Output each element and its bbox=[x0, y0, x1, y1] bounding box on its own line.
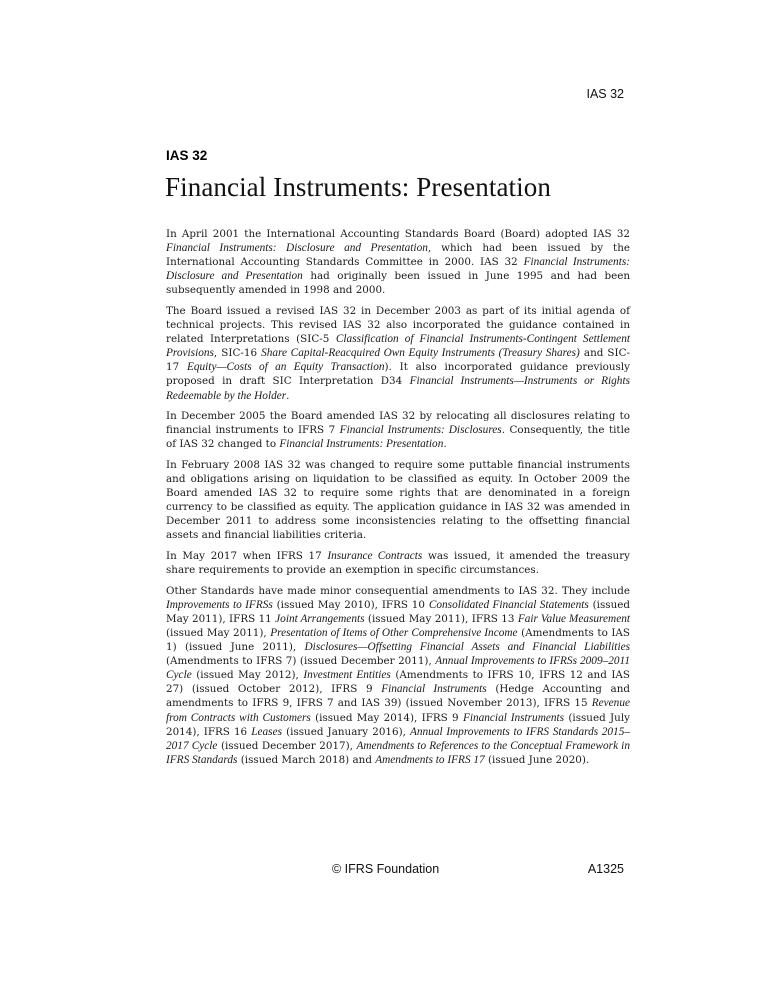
paragraph-amendments-2008-2011: In February 2008 IAS 32 was changed to require some puttable financial instruments and obligations arising on liquidation to be classified as equity. In October 2009 the Board amended IAS 32 to require some rights that are denominated in a foreign currency to be classified as equity. The application guidance in IAS 32 was amended in December 2011 to address some inconsistencies relating to the offsetting financial assets and financial liabilities criteria. bbox=[166, 458, 630, 542]
cited-title: Investment Entities bbox=[303, 669, 391, 682]
running-head: IAS 32 bbox=[586, 87, 624, 101]
cited-title: Amendments to IFRS 17 bbox=[375, 753, 485, 766]
cited-title: Disclosures—Offsetting Financial Assets and Financial Liabilities bbox=[304, 641, 630, 654]
paragraph-ifrs17-2017: In May 2017 when IFRS 17 Insurance Contracts was issued, it amended the treasury share requirements to provide an exemption in specific circumstances. bbox=[166, 549, 630, 577]
paragraph-revision-2003: The Board issued a revised IAS 32 in December 2003 as part of its initial agenda of technical projects. This revised IAS 32 also incorporated the guidance contained in related Interpretations (SIC-5 Classification of Financial Instruments-Contingent Settlement Provisions, SIC-16 Share Capital-Reacquired Own Equity Instruments (Treasury Shares) and SIC-17 Equity—Costs of an Equity Transaction). It also incorporated guidance previously proposed in draft SIC Interpretation D34 Financial Instruments—Instruments or Rights Redeemable by the Holder. bbox=[166, 304, 631, 402]
cited-title: Equity—Costs of an Equity Transaction bbox=[186, 361, 385, 374]
cited-title: Financial Instruments: Disclosure and Presentation bbox=[166, 256, 631, 283]
cited-title: Share Capital-Reacquired Own Equity Instruments (Treasury Shares) bbox=[261, 347, 580, 360]
cited-title: Amendments to References to the Conceptual Framework in IFRS Standards bbox=[166, 739, 630, 766]
cited-title: Financial Instruments: Disclosures bbox=[339, 424, 502, 437]
cited-title: Annual Improvements to IFRSs 2009–2011 Cycle bbox=[166, 655, 630, 682]
cited-title: Improvements to IFRSs bbox=[166, 598, 273, 611]
cited-title: Presentation of Items of Other Comprehensive Income bbox=[270, 626, 518, 639]
cited-title: Fair Value Measurement bbox=[517, 612, 630, 625]
standard-label: IAS 32 bbox=[166, 148, 208, 163]
page-title: Financial Instruments: Presentation bbox=[165, 172, 551, 202]
paragraph-amendment-2005: In December 2005 the Board amended IAS 32 by relocating all disclosures relating to financial instruments to IFRS 7 Financial Instruments: Disclosures. Consequently, the title of IAS 32 changed to Financial Instruments: Presentation. bbox=[166, 410, 631, 451]
cited-title: Consolidated Financial Statements bbox=[428, 598, 589, 611]
cited-title: Financial Instruments bbox=[381, 683, 487, 696]
cited-title: Annual Improvements to IFRS Standards 2015–2017 Cycle bbox=[166, 725, 630, 752]
cited-title: Insurance Contracts bbox=[327, 549, 423, 562]
cited-title: Joint Arrangements bbox=[275, 612, 365, 625]
cited-title: Financial Instruments bbox=[462, 711, 565, 724]
cited-title: Classification of Financial Instruments-Contingent Settlement Provisions bbox=[166, 333, 630, 360]
cited-title: Financial Instruments: Disclosure and Presentation bbox=[166, 242, 428, 255]
body-text bbox=[166, 227, 630, 773]
footer-copyright: © IFRS Foundation bbox=[332, 862, 440, 876]
paragraph-history-2001: In April 2001 the International Accounting Standards Board (Board) adopted IAS 32 Financial Instruments: Disclosure and Presentation, which had been issued by the International Accounting Standards Committee in 2000. IAS 32 Financial Instruments: Disclosure and Presentation had originally been issued in June 1995 and had been subsequently amended in 1998 and 2000. bbox=[166, 228, 631, 297]
cited-title: Leases bbox=[251, 725, 282, 738]
cited-title: Financial Instruments—Instruments or Rights Redeemable by the Holder bbox=[166, 375, 630, 402]
cited-title: Financial Instruments: Presentation bbox=[279, 438, 444, 451]
footer-page-number: A1325 bbox=[587, 862, 624, 876]
paragraph-other-standards: Other Standards have made minor consequential amendments to IAS 32. They include Improvements to IFRSs (issued May 2010), IFRS 10 Consolidated Financial Statements (issued May 2011), IFRS 11 Joint Arrangements (issued May 2011), IFRS 13 Fair Value Measurement (issued May 2011), Presentation of Items of Other Comprehensive Income (Amendments to IAS 1) (issued June 2011), Disclosures—Offsetting Financial Assets and Financial Liabilities (Amendments to IFRS 7) (issued December 2011), Annual Improvements to IFRSs 2009–2011 Cycle (issued May 2012), Investment Entities (Amendments to IFRS 10, IFRS 12 and IAS 27) (issued October 2012), IFRS 9 Financial Instruments (Hedge Accounting and amendments to IFRS 9, IFRS 7 and IAS 39) (issued November 2013), IFRS 15 Revenue from Contracts with Customers (issued May 2014), IFRS 9 Financial Instruments (issued July 2014), IFRS 16 Leases (issued January 2016), Annual Improvements to IFRS Standards 2015–2017 Cycle (issued December 2017), Amendments to References to the Conceptual Framework in IFRS Standards (issued March 2018) and Amendments to IFRS 17 (issued June 2020). bbox=[166, 584, 630, 766]
cited-title: Revenue from Contracts with Customers bbox=[166, 697, 630, 724]
